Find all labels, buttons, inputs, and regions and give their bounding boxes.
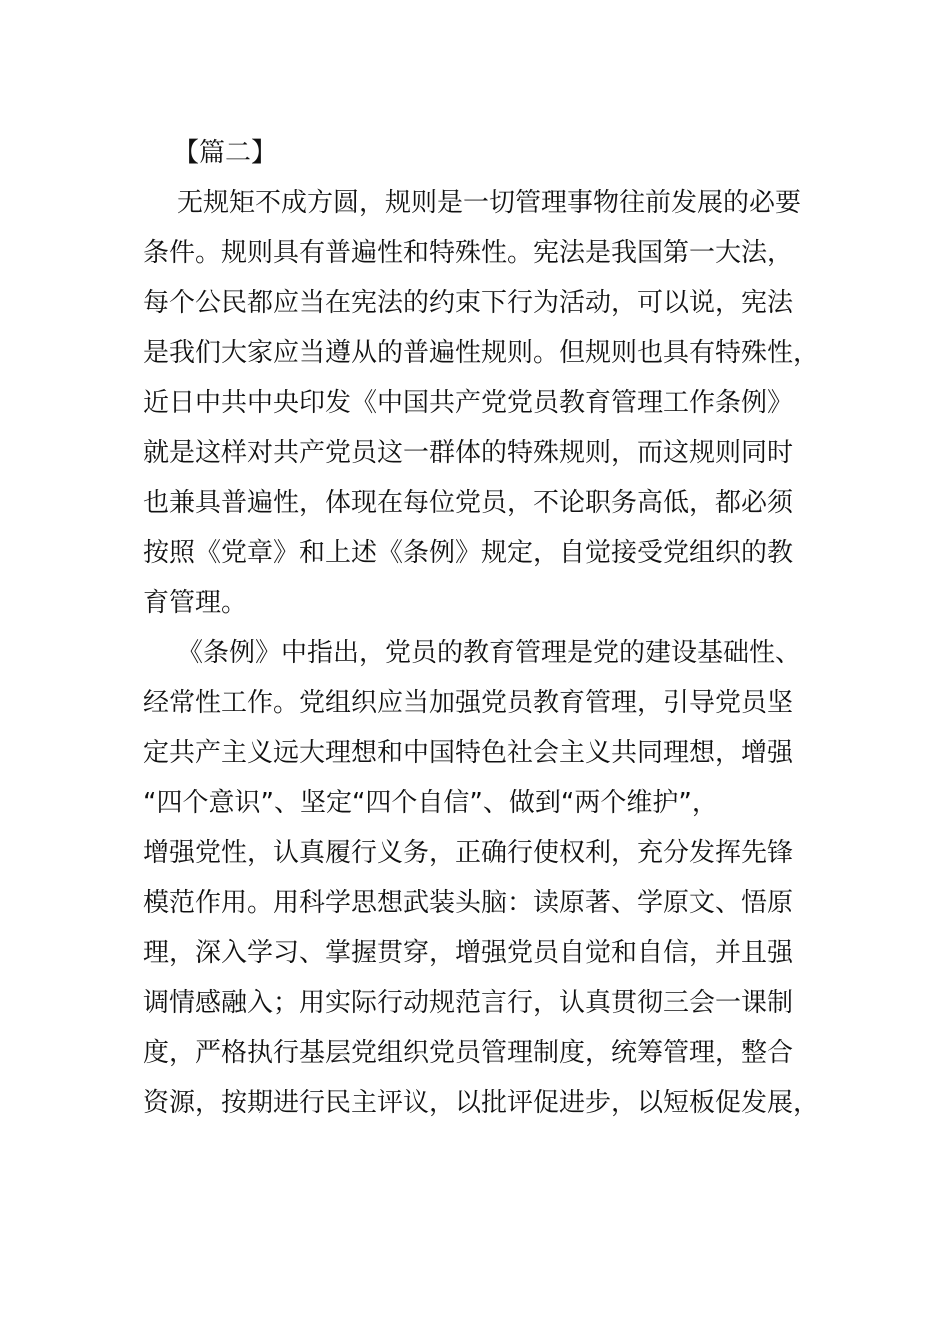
paragraph-line: 增强党性，认真履行义务，正确行使权利，充分发挥先锋 [143,838,794,868]
paragraph-line: 《条例》中指出，党员的教育管理是党的建设基础性、 [177,638,802,668]
paragraph-line: 按照《党章》和上述《条例》规定，自觉接受党组织的教 [143,538,794,568]
section-heading: 【篇二】 [173,138,278,168]
paragraph-line: 近日中共中央印发《中国共产党党员教育管理工作条例》 [143,388,794,418]
paragraph-line: 定共产主义远大理想和中国特色社会主义共同理想，增强 [143,738,794,768]
paragraph-line: 每个公民都应当在宪法的约束下行为活动，可以说，宪法 [143,288,794,318]
paragraph-line: 是我们大家应当遵从的普遍性规则。但规则也具有特殊性， [143,338,820,368]
paragraph-line: 理，深入学习、掌握贯穿，增强党员自觉和自信，并且强 [143,938,794,968]
paragraph-1 [143,178,820,628]
paragraph-line: 无规矩不成方圆，规则是一切管理事物往前发展的必要 [177,188,802,218]
paragraph-line: 育管理。 [143,588,248,618]
paragraph-line: 就是这样对共产党员这一群体的特殊规则，而这规则同时 [143,438,794,468]
paragraph-line: 资源，按期进行民主评议，以批评促进步，以短板促发展， [143,1088,820,1118]
paragraph-line: 经常性工作。党组织应当加强党员教育管理，引导党员坚 [143,688,794,718]
paragraph-line: “四个意识”、坚定“四个自信”、做到“两个维护”， [143,788,718,818]
paragraph-line: 条件。规则具有普遍性和特殊性。宪法是我国第一大法， [143,238,794,268]
paragraph-2 [143,628,820,1128]
paragraph-line: 调情感融入；用实际行动规范言行，认真贯彻三会一课制 [143,988,794,1018]
paragraph-line: 度，严格执行基层党组织党员管理制度，统筹管理，整合 [143,1038,794,1068]
document-body [143,128,820,1128]
paragraph-line: 模范作用。用科学思想武装头脑：读原著、学原文、悟原 [143,888,794,918]
paragraph-line: 也兼具普遍性，体现在每位党员，不论职务高低，都必须 [143,488,794,518]
